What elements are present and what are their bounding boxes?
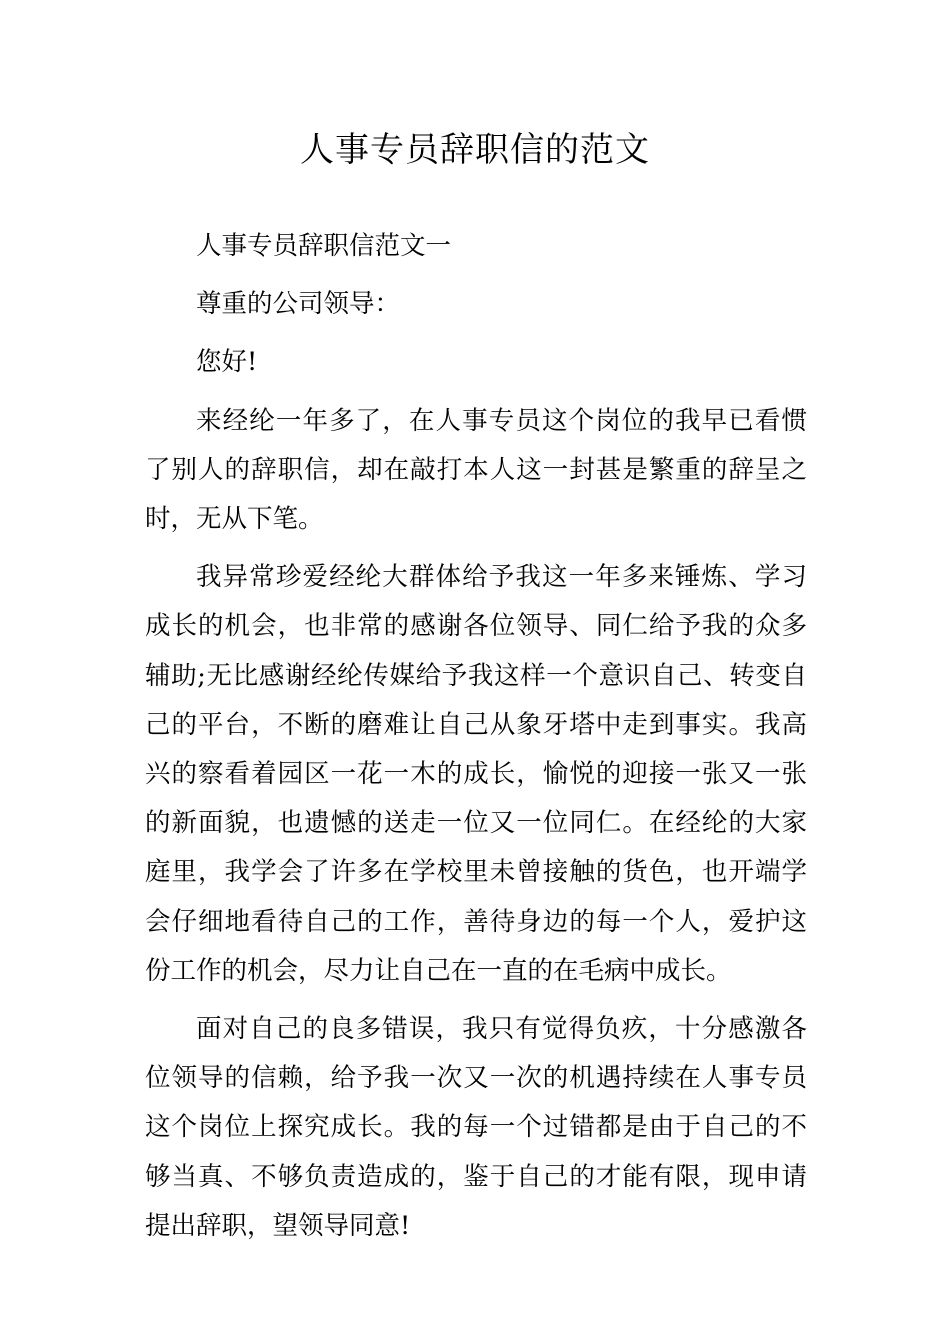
paragraph-salutation: 尊重的公司领导：	[196, 289, 401, 320]
paragraph-body-2: 我异常珍爱经纶大群体给予我这一年多来锤炼、学习成长的机会，也非常的感谢各位领导、同仁给予我的众多辅助;无比感谢经纶传媒给予我这样一个意识自己、转变自己的平台，不断的磨难让自己从象牙塔中走到事实。我高兴的察看着园区一花一木的成长，愉悦的迎接一张又一张的新面貌，也遗憾的送走一位又一位同仁。在经纶的大家庭里，我学会了许多在学校里未曾接触的货色，也开端学会仔细地看待自己的工作，善待身边的每一个人，爱护这份工作的机会，尽力让自己在一直的在毛病中成长。	[145, 562, 807, 986]
document-title: 人事专员辞职信的范文	[300, 130, 650, 170]
document-body	[145, 222, 807, 1251]
paragraph-heading: 人事专员辞职信范文一	[196, 231, 452, 261]
paragraph-body-3: 面对自己的良多错误，我只有觉得负疚，十分感激各位领导的信赖，给予我一次又一次的机遇持续在人事专员这个岗位上探究成长。我的每一个过错都是由于自己的不够当真、不够负责造成的，鉴于自己的才能有限，现申请提出辞职，望领导同意!	[145, 1014, 807, 1241]
paragraph-body-1: 来经纶一年多了，在人事专员这个岗位的我早已看惯了别人的辞职信，却在敲打本人这一封甚是繁重的辞呈之时，无从下笔。	[145, 405, 807, 535]
paragraph-greeting: 您好!	[196, 347, 258, 378]
